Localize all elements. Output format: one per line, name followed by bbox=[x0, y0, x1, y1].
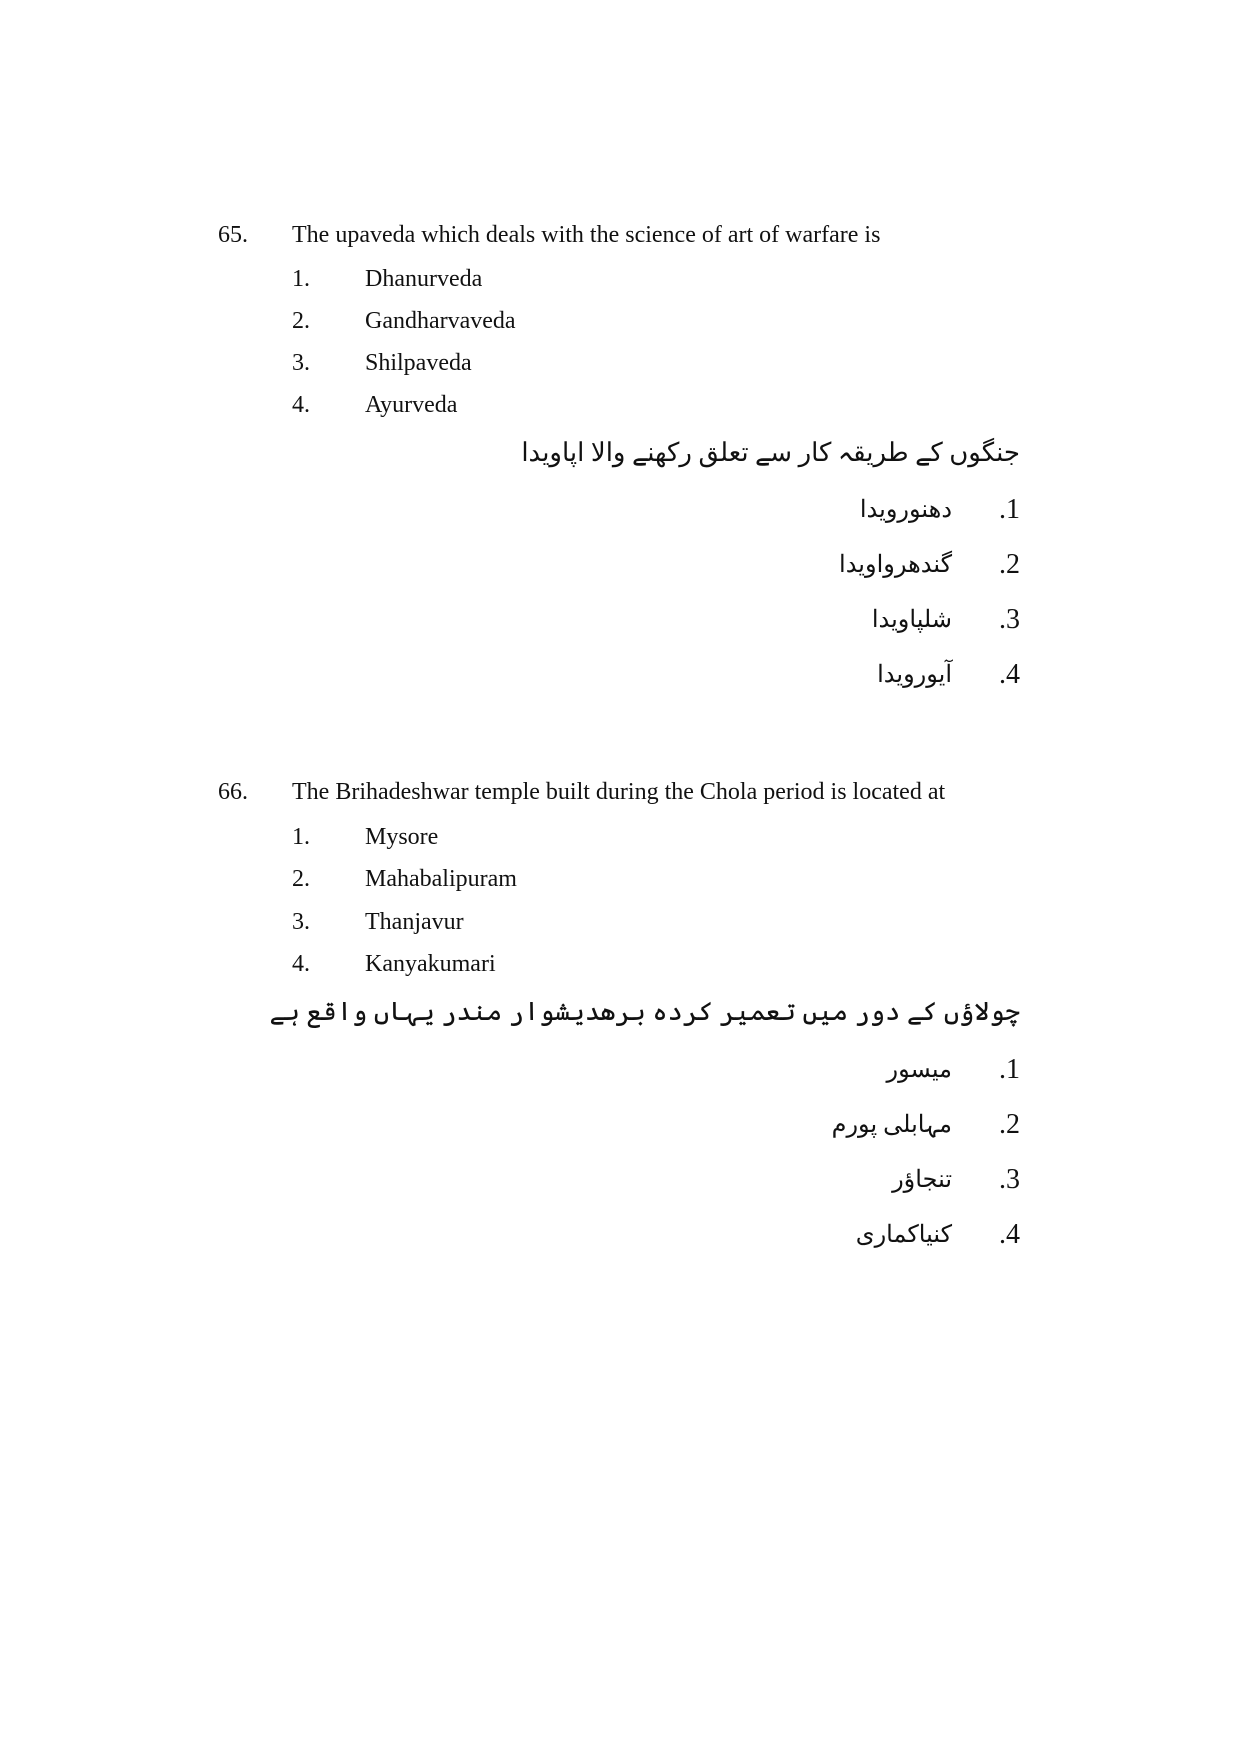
option-text: Mysore bbox=[365, 824, 439, 850]
option-text: شلپاویدا bbox=[871, 607, 952, 633]
option-number: 4. bbox=[292, 392, 310, 418]
option-number: .3 bbox=[999, 604, 1020, 635]
option-ur-1 bbox=[620, 490, 1020, 530]
option-text: Mahabalipuram bbox=[365, 866, 517, 892]
option-number: .1 bbox=[999, 1054, 1020, 1085]
option-ur-1 bbox=[620, 1050, 1020, 1090]
option-number: .2 bbox=[999, 549, 1020, 580]
option-ur-2 bbox=[620, 545, 1020, 585]
option-number: 2. bbox=[292, 308, 310, 334]
option-ur-3 bbox=[620, 600, 1020, 640]
question-text-ur: جنگوں کے طریقہ کار سے تعلق رکھنے والا اپاویدا bbox=[521, 438, 1020, 467]
option-en-3 bbox=[292, 348, 472, 378]
option-number: 3. bbox=[292, 350, 310, 376]
option-number: .4 bbox=[999, 1219, 1020, 1250]
option-ur-2 bbox=[620, 1105, 1020, 1145]
question-stem-en bbox=[218, 220, 880, 250]
option-number: 1. bbox=[292, 266, 310, 292]
option-text: Dhanurveda bbox=[365, 266, 483, 292]
option-number: 4. bbox=[292, 951, 310, 977]
option-text: Gandharvaveda bbox=[365, 308, 516, 334]
option-text: Kanyakumari bbox=[365, 951, 496, 977]
option-en-2 bbox=[292, 306, 516, 336]
question-stem-en bbox=[218, 777, 945, 807]
option-number: .1 bbox=[999, 494, 1020, 525]
option-text: Ayurveda bbox=[365, 392, 458, 418]
option-text: Thanjavur bbox=[365, 909, 464, 935]
option-en-1 bbox=[292, 264, 482, 294]
option-text: تنجاؤر bbox=[892, 1167, 952, 1193]
option-en-1 bbox=[292, 822, 438, 852]
question-text-ur: چولاؤں کے دور میں تعمیر کردہ برھدیشوار مندر یہاں واقع ہے bbox=[269, 997, 1020, 1026]
option-en-4 bbox=[292, 949, 496, 979]
option-text: دھنورویدا bbox=[859, 497, 952, 523]
option-number: .3 bbox=[999, 1164, 1020, 1195]
option-text: آیورویدا bbox=[877, 662, 952, 688]
question-text-en: The Brihadeshwar temple built during the Chola period is located at bbox=[292, 779, 946, 805]
option-text: کنیاکماری bbox=[855, 1222, 952, 1248]
question-number: 65. bbox=[218, 222, 248, 248]
option-number: 3. bbox=[292, 909, 310, 935]
option-text: گندھرواویدا bbox=[839, 552, 952, 578]
option-number: 2. bbox=[292, 866, 310, 892]
option-number: .4 bbox=[999, 659, 1020, 690]
option-ur-4 bbox=[620, 655, 1020, 695]
option-en-2 bbox=[292, 864, 517, 894]
option-ur-4 bbox=[620, 1215, 1020, 1255]
option-number: 1. bbox=[292, 824, 310, 850]
question-text-en: The upaveda which deals with the science of art of warfare is bbox=[292, 222, 881, 248]
option-ur-3 bbox=[620, 1160, 1020, 1200]
option-en-3 bbox=[292, 907, 464, 937]
question-number: 66. bbox=[218, 779, 248, 805]
option-text: Shilpaveda bbox=[365, 350, 472, 376]
option-text: میسور bbox=[886, 1057, 952, 1083]
option-text: مہابلی پورم bbox=[831, 1112, 952, 1138]
option-en-4 bbox=[292, 390, 457, 420]
option-number: .2 bbox=[999, 1109, 1020, 1140]
